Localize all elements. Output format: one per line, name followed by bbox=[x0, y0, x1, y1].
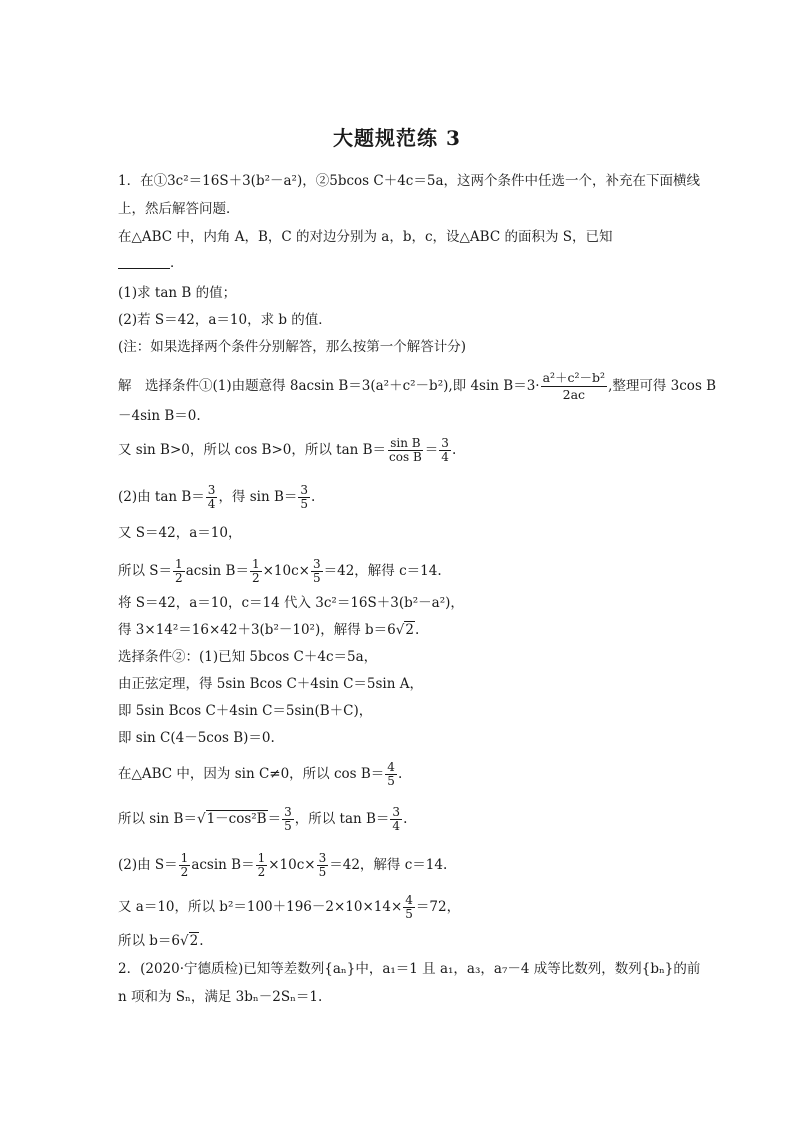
square-root: √2 bbox=[180, 933, 199, 949]
denominator: 2ac bbox=[562, 387, 586, 402]
denominator: 4 bbox=[392, 819, 401, 833]
radicand: 2 bbox=[189, 933, 199, 949]
denominator: 2 bbox=[175, 571, 183, 585]
numerator: 1 bbox=[257, 851, 266, 865]
text: . bbox=[397, 766, 403, 782]
denominator: 2 bbox=[251, 571, 260, 585]
square-root: √2 bbox=[395, 622, 414, 638]
solution-line-16 bbox=[118, 894, 460, 921]
denominator: 4 bbox=[207, 497, 216, 511]
text: 所以 S＝ bbox=[118, 563, 173, 579]
text: ＝ bbox=[424, 442, 439, 458]
text: ＝72， bbox=[415, 899, 461, 915]
text: ×10c× bbox=[268, 857, 316, 873]
numerator: sin B bbox=[390, 436, 421, 450]
fraction bbox=[387, 437, 424, 464]
solution-line-12: 即 sin C(4－5cos B)＝0. bbox=[118, 730, 275, 746]
problem-1-line-2: 上，然后解答问题． bbox=[118, 201, 240, 217]
text: ，这两个条件中任选一个，补充在下面横线 bbox=[443, 173, 700, 189]
text: ，得 sin B＝ bbox=[218, 489, 298, 505]
numerator: 4 bbox=[387, 760, 395, 774]
text: ＝42，解得 c＝14. bbox=[329, 857, 448, 873]
fraction bbox=[439, 437, 451, 464]
denominator: 2 bbox=[180, 865, 189, 879]
note: (注：如果选择两个条件分别解答，那么按第一个解答计分) bbox=[118, 339, 467, 355]
text: acsin B＝ bbox=[185, 563, 249, 579]
text: ． bbox=[170, 255, 184, 271]
denominator: 5 bbox=[318, 865, 327, 879]
problem-1-line-4 bbox=[118, 254, 184, 272]
text: ＝42，解得 c＝14. bbox=[323, 563, 442, 579]
fraction bbox=[173, 558, 185, 585]
fraction bbox=[311, 558, 323, 585]
numerator: 1 bbox=[251, 557, 260, 571]
fraction bbox=[317, 852, 329, 879]
text: 所以 sin B＝ bbox=[118, 811, 197, 827]
fraction bbox=[385, 761, 397, 788]
text: 得 3×14²＝16×42＋3(b²－10²)，解得 b＝6 bbox=[118, 622, 396, 638]
radicand: 1－cos²B bbox=[206, 811, 267, 827]
fraction bbox=[541, 370, 608, 403]
numerator: 3 bbox=[318, 851, 327, 865]
condition-2: ②5bcos C＋4c＝5a bbox=[315, 173, 444, 189]
text: ， bbox=[302, 173, 316, 189]
fraction bbox=[250, 558, 262, 585]
problem-number: 1． bbox=[118, 173, 141, 189]
solution-line-8 bbox=[118, 621, 419, 639]
solution-line-1 bbox=[118, 370, 716, 403]
text: ×10c× bbox=[262, 563, 310, 579]
numerator: 3 bbox=[392, 805, 401, 819]
text: 又 sin B>0，所以 cos B>0，所以 tan B＝ bbox=[118, 442, 387, 458]
solution-line-7: 将 S＝42，a＝10，c＝14 代入 3c²＝16S＋3(b²－a²)， bbox=[118, 595, 464, 611]
problem-2-line-1: 2．(2020·宁德质检)已知等差数列{aₙ}中，a₁＝1 且 a₁，a₃，a₇－4 成等比数列，数列{bₙ}的前 bbox=[118, 961, 701, 977]
solution-line-14 bbox=[118, 806, 407, 833]
text: (2)由 S＝ bbox=[118, 857, 178, 873]
solution-line-17 bbox=[118, 932, 204, 950]
numerator: 1 bbox=[175, 557, 183, 571]
page-title: 大题规范练 3 bbox=[333, 126, 461, 150]
solution-line-15 bbox=[118, 852, 447, 879]
denominator: 2 bbox=[257, 865, 266, 879]
solution-line-2: －4sin B＝0. bbox=[118, 408, 201, 424]
text: 又 a＝10，所以 b²＝100＋196－2×10×14× bbox=[118, 899, 403, 915]
problem-1-line-1 bbox=[118, 172, 700, 190]
denominator: 5 bbox=[387, 774, 395, 788]
denominator: 4 bbox=[441, 450, 449, 464]
condition-1: ①3c²＝16S＋3(b²－a²) bbox=[153, 173, 303, 189]
numerator: 3 bbox=[300, 483, 309, 497]
question-2: (2)若 S＝42，a＝10，求 b 的值． bbox=[118, 312, 332, 328]
fraction bbox=[179, 852, 191, 879]
denominator: 5 bbox=[284, 819, 292, 833]
text: ，所以 tan B＝ bbox=[294, 811, 390, 827]
problem-2-line-2: n 项和为 Sₙ，满足 3bₙ－2Sₙ＝1. bbox=[118, 989, 323, 1005]
text: . bbox=[199, 933, 204, 949]
denominator: cos B bbox=[389, 450, 422, 464]
text: 所以 b＝6 bbox=[118, 933, 181, 949]
numerator: a²＋c²－b² bbox=[542, 370, 606, 385]
solution-line-6 bbox=[118, 558, 442, 585]
numerator: 1 bbox=[180, 851, 189, 865]
text: ,整理可得 3cos B bbox=[608, 378, 717, 394]
fraction bbox=[390, 806, 402, 833]
numerator: 3 bbox=[207, 483, 216, 497]
solution-line-3 bbox=[118, 437, 456, 464]
square-root: √1－cos²B bbox=[196, 811, 267, 827]
denominator: 5 bbox=[312, 571, 321, 585]
solution-line-9: 选择条件②：(1)已知 5bcos C＋4c＝5a， bbox=[118, 649, 378, 665]
question-1: (1)求 tan B 的值； bbox=[118, 285, 237, 301]
fraction bbox=[298, 484, 310, 511]
text: acsin B＝ bbox=[191, 857, 255, 873]
text: . bbox=[451, 442, 457, 458]
solution-line-11: 即 5sin Bcos C＋4sin C＝5sin(B＋C)， bbox=[118, 703, 373, 719]
fraction bbox=[282, 806, 294, 833]
denominator: 5 bbox=[300, 497, 309, 511]
text: . bbox=[311, 489, 316, 505]
fill-in-blank bbox=[118, 254, 170, 269]
solution-line-4 bbox=[118, 484, 315, 511]
denominator: 5 bbox=[405, 907, 413, 921]
fraction bbox=[403, 894, 415, 921]
solution-line-13 bbox=[118, 761, 402, 788]
solution-line-10: 由正弦定理，得 5sin Bcos C＋4sin C＝5sin A， bbox=[118, 676, 423, 692]
text: . bbox=[403, 811, 408, 827]
text: 在△ABC 中，因为 sin C≠0，所以 cos B＝ bbox=[118, 766, 385, 782]
text: 解 选择条件①(1)由题意得 8acsin B＝3(a²＋c²－b²),即 4sin B＝3· bbox=[118, 378, 540, 394]
text: (2)由 tan B＝ bbox=[118, 489, 205, 505]
radicand: 2 bbox=[405, 622, 414, 638]
solution-line-5: 又 S＝42，a＝10， bbox=[118, 525, 242, 541]
numerator: 3 bbox=[441, 436, 449, 450]
fraction bbox=[206, 484, 218, 511]
numerator: 3 bbox=[312, 557, 321, 571]
fraction bbox=[256, 852, 268, 879]
text: ＝ bbox=[267, 811, 282, 827]
text: . bbox=[414, 622, 420, 638]
numerator: 4 bbox=[405, 893, 413, 907]
numerator: 3 bbox=[284, 805, 292, 819]
text: 在 bbox=[140, 173, 154, 189]
problem-1-line-3: 在△ABC 中，内角 A，B，C 的对边分别为 a，b，c，设△ABC 的面积为 S，已知 bbox=[118, 229, 613, 245]
